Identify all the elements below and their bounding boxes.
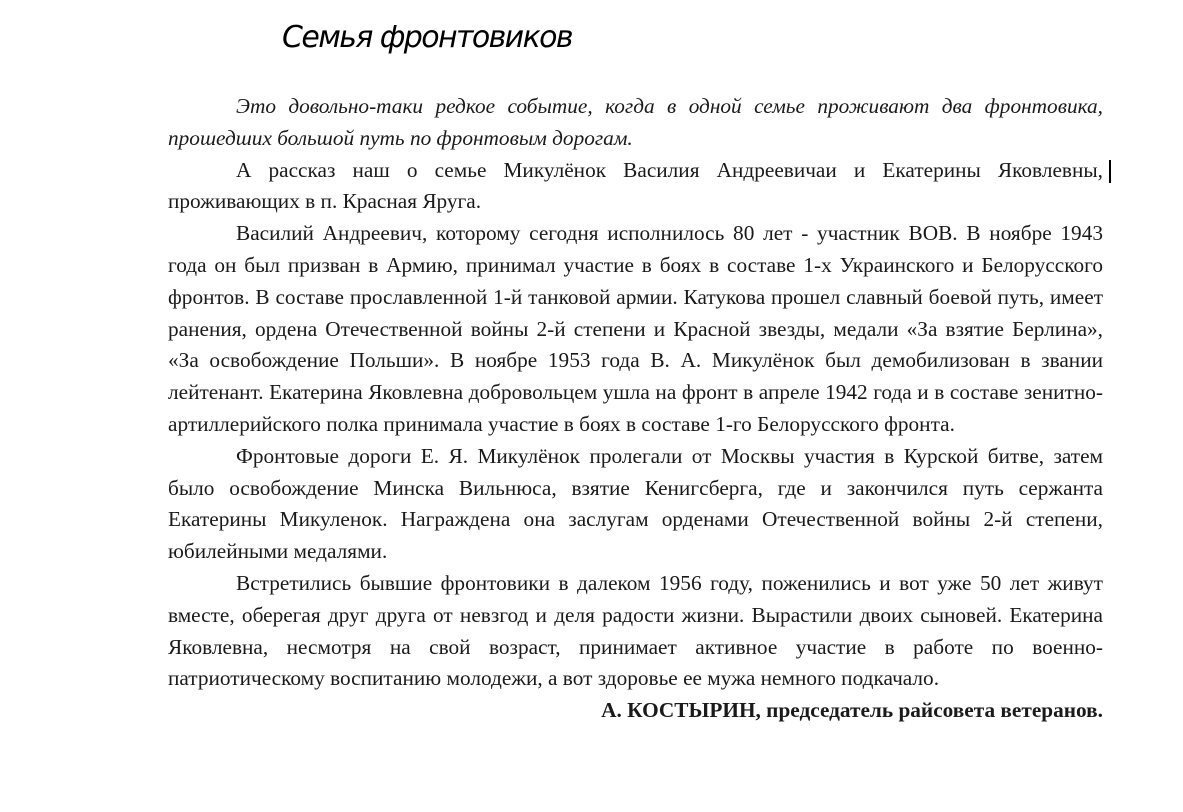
author-signature: А. КОСТЫРИН, председатель райсовета ветеранов. (601, 698, 1103, 723)
paragraph-together: Встретились бывшие фронтовики в далеком 1956 году, поженились и вот уже 50 лет живут вместе, оберегая друг друга от невзгод и деля радости жизни. Вырастили двоих сыновей. Екатерина Яковлевна, несмотря на свой возраст, принимает активное участие в работе по военно-патриотическому воспитанию молодежи, а вот здоровье ее мужа немного подкачало. (168, 570, 1103, 691)
article-body[interactable] (168, 91, 1103, 727)
article-title: Семья фронтовиков (282, 20, 572, 55)
lead-paragraph: Это довольно-таки редкое событие, когда в одной семье проживают два фронтовика, прошедших большой путь по фронтовым дорогам. (168, 94, 1103, 150)
text-cursor (1109, 160, 1111, 183)
paragraph-vasily: Василий Андреевич, которому сегодня исполнилось 80 лет - участник ВОВ. В ноябре 1943 года он был призван в Армию, принимал участие в боях в составе 1-х Украинского и Белорусского фронтов. В составе прославленной 1-й танковой армии. Катукова прошел славный боевой путь, имеет ранения, ордена Отечественной войны 2-й степени и Красной звезды, медали «За взятие Берлина», «За освобождение Польши». В ноябре 1953 года В. А. Микулёнок был демобилизован в звании лейтенант. Екатерина Яковлевна добровольцем ушла на фронт в апреле 1942 года и в составе зенитно-артиллерийского полка принимала участие в боях в составе 1-го Белорусского фронта. (168, 221, 1103, 436)
paragraph-ekaterina: Фронтовые дороги Е. Я. Микулёнок пролегали от Москвы участия в Курской битве, затем было освобождение Минска Вильнюса, взятие Кенигсберга, где и закончился путь сержанта Екатерины Микуленок. Награждена она заслугам орденами Отечественной войны 2-й степени, юбилейными медалями. (168, 443, 1103, 564)
paragraph-family-intro: А рассказ наш о семье Микулёнок Василия Андреевичаи и Екатерины Яковлевны, проживающих в п. Красная Яруга. (168, 157, 1103, 214)
